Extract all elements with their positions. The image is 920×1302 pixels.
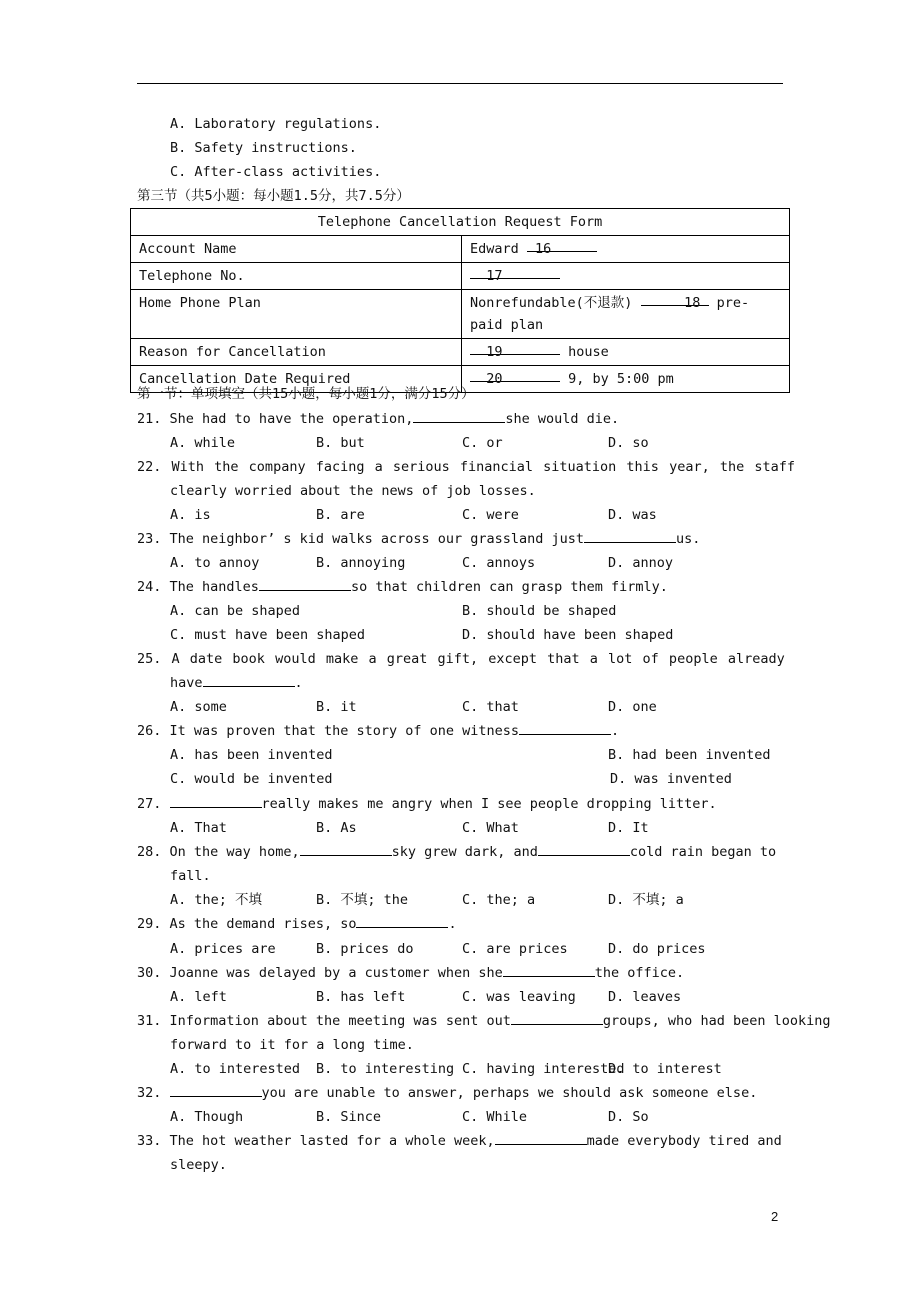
question-stem: 30. Joanne was delayed by a customer when she the office. <box>137 965 685 981</box>
question-stem: 25. A date book would make a great gift, except that a lot of people already <box>137 651 785 667</box>
question-options: A. the; 不填 B. 不填; the C. the; a D. 不填; a <box>170 892 684 908</box>
blank-number: 20 <box>470 368 560 382</box>
question-options: A. has been invented B. had been invented <box>170 747 771 763</box>
question-options: A. That B. As C. What D. It <box>170 820 649 836</box>
question-stem: 24. The handles so that children can grasp them firmly. <box>137 579 668 595</box>
page-number: 2 <box>771 1209 779 1224</box>
question-stem: 23. The neighbor’ s kid walks across our grassland just us. <box>137 531 701 547</box>
question-stem: 26. It was proven that the story of one witness . <box>137 723 620 739</box>
form-label: Reason for Cancellation <box>131 339 462 366</box>
question-stem: 28. On the way home, sky grew dark, and cold rain began to <box>137 844 777 860</box>
form-value: 20 9, by 5:00 pm <box>462 366 790 393</box>
table-row <box>131 236 790 263</box>
form-value <box>462 263 790 290</box>
question-stem-cont: clearly worried about the news of job losses. <box>170 483 536 499</box>
question-stem: 22. With the company facing a serious financial situation this year, the staff <box>137 459 795 475</box>
table-row <box>131 290 790 339</box>
question-options: A. is B. are C. were D. was <box>170 507 657 523</box>
question-stem-cont: forward to it for a long time. <box>170 1037 414 1053</box>
table-row <box>131 263 790 290</box>
question-options: A. to annoy B. annoying C. annoys D. annoy <box>170 555 674 571</box>
option-line: A. Laboratory regulations. <box>170 116 382 132</box>
question-stem: 31. Information about the meeting was sent out groups, who had been looking <box>137 1013 831 1029</box>
form-value: Nonrefundable(不退款) 18 pre-paid plan <box>462 290 790 339</box>
question-options: A. left B. has left C. was leaving D. leaves <box>170 989 682 1005</box>
question-options: A. some B. it C. that D. one <box>170 699 657 715</box>
header-rule <box>137 83 783 84</box>
question-stem-cont: have . <box>170 675 303 691</box>
section-heading: 第一节：单项填空（共15小题，每小题1分，满分15分） <box>137 386 475 402</box>
cancellation-form-table <box>130 208 790 393</box>
question-stem: 29. As the demand rises, so . <box>137 916 457 932</box>
form-value: 19 house <box>462 339 790 366</box>
question-stem: 21. She had to have the operation, she would die. <box>137 411 620 427</box>
question-options: A. can be shaped B. should be shaped <box>170 603 617 619</box>
question-stem: 32. you are unable to answer, perhaps we should ask someone else. <box>137 1085 758 1101</box>
question-options: A. while B. but C. or D. so <box>170 435 649 451</box>
question-options: A. to interested B. to interesting C. having interestedD. to interest <box>170 1061 722 1077</box>
blank-number: 19 <box>470 341 560 355</box>
question-stem-cont: sleepy. <box>170 1157 227 1173</box>
question-options: A. prices are B. prices do C. are prices D. do prices <box>170 941 706 957</box>
question-options: C. would be invented D. was invented <box>170 771 732 787</box>
blank-number: 17 <box>470 265 560 279</box>
question-options: C. must have been shaped D. should have been shaped <box>170 627 674 643</box>
question-stem: 33. The hot weather lasted for a whole week, made everybody tired and <box>137 1133 782 1149</box>
question-stem: 27. really makes me angry when I see people dropping litter. <box>137 796 717 812</box>
question-stem-cont: fall. <box>170 868 211 884</box>
blank-number: 18 <box>641 292 709 306</box>
section-heading: 第三节（共5小题：每小题1.5分，共7.5分） <box>137 188 410 204</box>
option-line: C. After-class activities. <box>170 164 382 180</box>
form-label: Telephone No. <box>131 263 462 290</box>
form-label: Account Name <box>131 236 462 263</box>
option-line: B. Safety instructions. <box>170 140 357 156</box>
form-label: Cancellation Date Required <box>131 366 462 393</box>
question-options: A. Though B. Since C. While D. So <box>170 1109 649 1125</box>
form-label: Home Phone Plan <box>131 290 462 339</box>
form-title: Telephone Cancellation Request Form <box>131 209 790 236</box>
table-row <box>131 339 790 366</box>
blank-number: 16 <box>527 238 597 252</box>
form-value: Edward 16 <box>462 236 790 263</box>
